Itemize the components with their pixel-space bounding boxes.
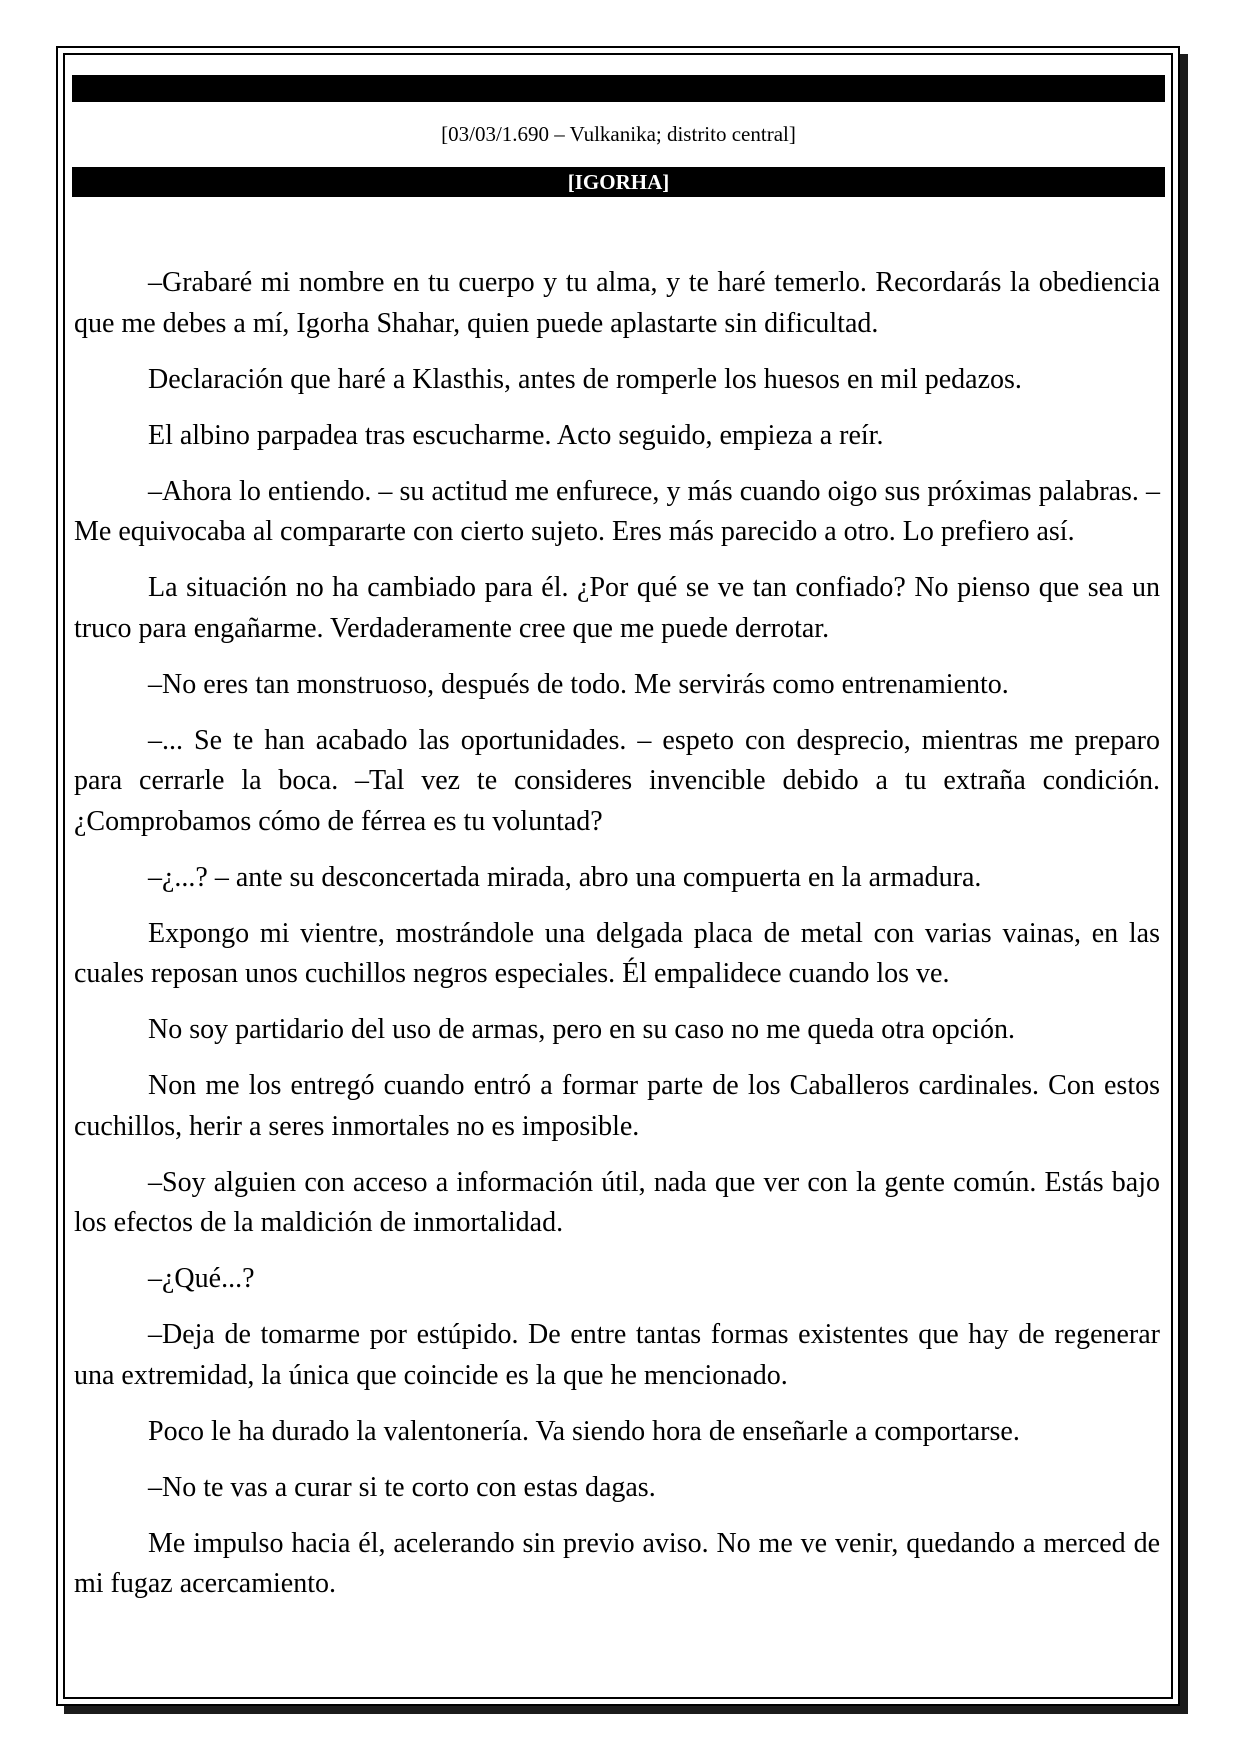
paragraph: –No eres tan monstruoso, después de todo. Me servirás como entrenamiento. xyxy=(148,668,1009,700)
paragraph: –No te vas a curar si te corto con estas dagas. xyxy=(148,1471,656,1503)
paragraph: Me impulso hacia él, acelerando sin previo aviso. No me ve venir, quedando a merced de mi fugaz acercamiento. xyxy=(74,1527,1160,1599)
top-black-bar xyxy=(72,75,1165,102)
paragraph: No soy partidario del uso de armas, pero en su caso no me queda otra opción. xyxy=(148,1014,1015,1045)
paragraph: Poco le ha durado la valentonería. Va siendo hora de enseñarle a comportarse. xyxy=(148,1415,1020,1447)
paragraph: –... Se te han acabado las oportunidades. – espeto con desprecio, mientras me preparo para cerrarle la boca. –Tal vez te consideres invencible debido a tu extraña condición. ¿Comprobamos cómo de férrea es tu voluntad? xyxy=(74,724,1160,837)
paragraph: Declaración que haré a Klasthis, antes de romperle los huesos en mil pedazos. xyxy=(148,363,1022,395)
paragraph: –Grabaré mi nombre en tu cuerpo y tu alma, y te haré temerlo. Recordarás la obediencia que me debes a mí, Igorha Shahar, quien puede aplastarte sin dificultad. xyxy=(74,267,1160,339)
paragraph: –¿Qué...? xyxy=(148,1263,255,1294)
paragraph: –¿...? – ante su desconcertada mirada, abro una compuerta en la armadura. xyxy=(148,861,982,893)
paragraph: –Ahora lo entiendo. – su actitud me enfurece, y más cuando oigo sus próximas palabras. –Me equivocaba al compararte con cierto sujeto. Eres más parecido a otro. Lo prefiero así. xyxy=(74,475,1160,547)
paragraph: La situación no ha cambiado para él. ¿Por qué se ve tan confiado? No pienso que sea un truco para engañarme. Verdaderamente cree que me puede derrotar. xyxy=(74,572,1160,644)
chapter-title: [IGORHA] xyxy=(72,167,1165,197)
paragraph: Non me los entregó cuando entró a formar parte de los Caballeros cardinales. Con estos cuchillos, herir a seres inmortales no es imposible. xyxy=(74,1070,1160,1142)
paragraph: –Soy alguien con acceso a información útil, nada que ver con la gente común. Estás bajo los efectos de la maldición de inmortalidad. xyxy=(74,1166,1160,1238)
paragraph: –Deja de tomarme por estúpido. De entre tantas formas existentes que hay de regenerar una extremidad, la única que coincide es la que he mencionado. xyxy=(74,1319,1160,1391)
paragraph: El albino parpadea tras escucharme. Acto seguido, empieza a reír. xyxy=(148,419,884,451)
paragraph: Expongo mi vientre, mostrándole una delgada placa de metal con varias vainas, en las cuales reposan unos cuchillos negros especiales. Él empalidece cuando los ve. xyxy=(74,917,1160,989)
story-body xyxy=(74,263,1160,1620)
dateline: [03/03/1.690 – Vulkanika; distrito central] xyxy=(441,122,796,146)
